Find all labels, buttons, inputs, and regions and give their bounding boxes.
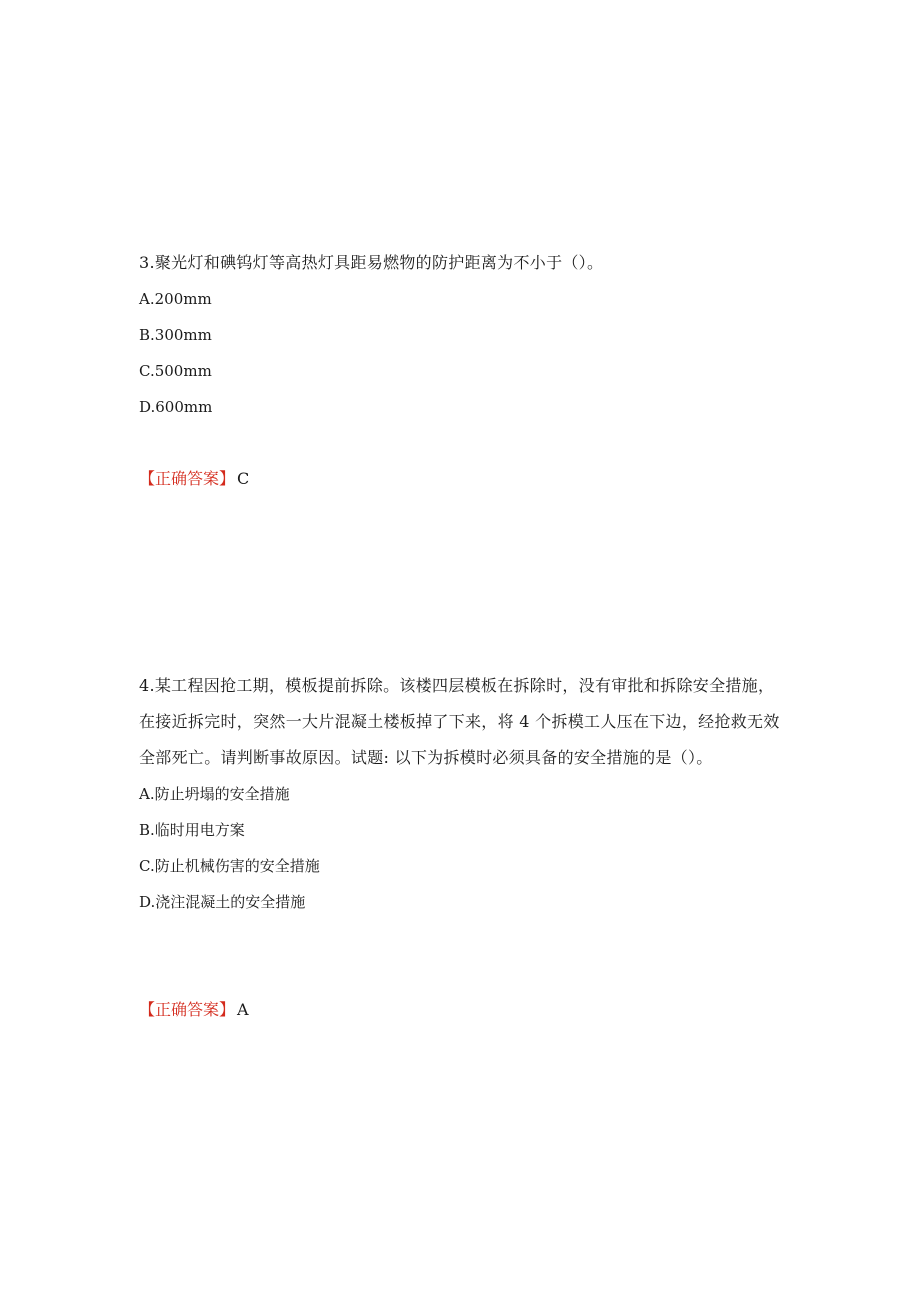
- answer-label: 【正确答案】: [139, 1000, 236, 1019]
- question-4: [139, 668, 784, 920]
- answer-value: C: [237, 469, 250, 488]
- option-a: A.防止坍塌的安全措施: [139, 785, 290, 803]
- answer-value: A: [237, 1000, 249, 1019]
- option-c: C.防止机械伤害的安全措施: [139, 857, 320, 875]
- option-c: C.500mm: [139, 362, 212, 380]
- option-d: D.浇注混凝土的安全措施: [139, 893, 306, 911]
- question-text: 4.某工程因抢工期，模板提前拆除。该楼四层模板在拆除时，没有审批和拆除安全措施，在接近拆完时，突然一大片混凝土楼板掉了下来，将 4 个拆模工人压在下边，经抢救无效全部死亡。请判断事故原因。试题: 以下为拆模时必须具备的安全措施的是（）。: [139, 676, 780, 767]
- option-a: A.200mm: [139, 290, 212, 308]
- option-b: B.临时用电方案: [139, 821, 245, 839]
- option-d: D.600mm: [139, 398, 213, 416]
- question-text: 3.聚光灯和碘钨灯等高热灯具距易燃物的防护距离为不小于（）。: [139, 253, 604, 272]
- option-b: B.300mm: [139, 326, 212, 344]
- answer-4: [139, 998, 249, 1022]
- answer-3: [139, 467, 249, 491]
- question-3: [139, 245, 784, 425]
- answer-label: 【正确答案】: [139, 469, 236, 488]
